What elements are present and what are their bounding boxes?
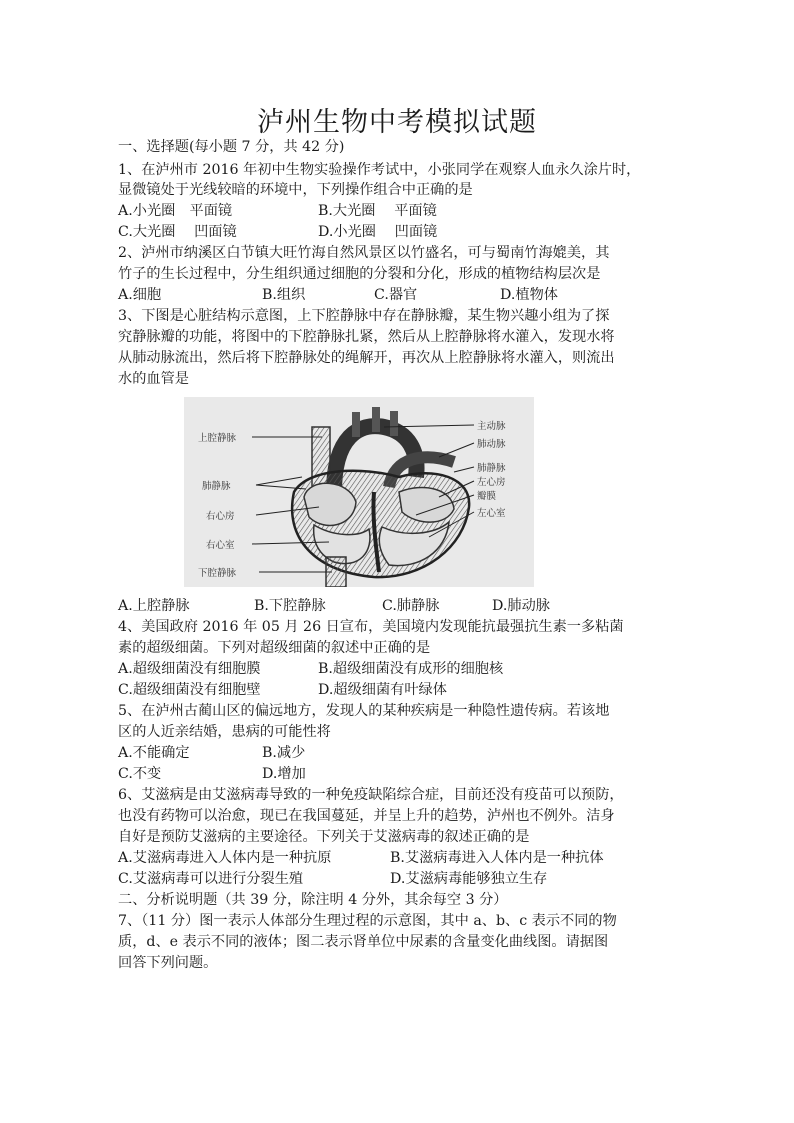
question-3-text: 3、下图是心脏结构示意图，上下腔静脉中存在静脉瓣，某生物兴趣小组为了探 <box>118 308 610 324</box>
q2-option-d: D.植物体 <box>500 287 558 303</box>
question-7-text: 回答下列问题。 <box>118 955 218 971</box>
q2-option-b: B.组织 <box>262 287 306 303</box>
figure-label-left: 肺静脉 <box>202 481 231 492</box>
q6-option-d: D.艾滋病毒能够独立生存 <box>390 871 548 887</box>
question-6-text: 6、艾滋病是由艾滋病毒导致的一种免疫缺陷综合症，目前还没有疫苗可以预防， <box>118 787 624 803</box>
q4-option-b: B.超级细菌没有成形的细胞核 <box>318 661 504 677</box>
page-title: 泸州生物中考模拟试题 <box>257 107 537 138</box>
section-heading-analysis: 二、分析说明题（共 39 分，除注明 4 分外，其余每空 3 分） <box>118 892 508 908</box>
figure-label-left: 右心室 <box>206 540 235 551</box>
question-4-text: 4、美国政府 2016 年 05 月 26 日宣布，美国境内发现能抗最强抗生素一多粘菌 <box>118 619 624 635</box>
q6-option-a: A.艾滋病毒进入人体内是一种抗原 <box>118 850 332 866</box>
q2-option-a: A.细胞 <box>118 287 162 303</box>
question-6-text: 自好是预防艾滋病的主要途径。下列关于艾滋病毒的叙述正确的是 <box>118 829 530 845</box>
q4-option-d: D.超级细菌有叶绿体 <box>318 682 447 698</box>
question-3-text: 究静脉瓣的功能，将图中的下腔静脉扎紧，然后从上腔静脉将水灌入，发现水将 <box>118 329 615 345</box>
question-3-text: 从肺动脉流出，然后将下腔静脉处的绳解开，再次从上腔静脉将水灌入，则流出 <box>118 350 615 366</box>
q2-option-c: C.器官 <box>374 287 418 303</box>
figure-label-right: 主动脉 <box>477 421 506 432</box>
question-3-text: 水的血管是 <box>118 371 189 387</box>
q4-option-a: A.超级细菌没有细胞膜 <box>118 661 261 677</box>
question-6-text: 也没有药物可以治愈，现已在我国蔓延，并呈上升的趋势，泸州也不例外。洁身 <box>118 808 615 824</box>
q5-option-a: A.不能确定 <box>118 745 190 761</box>
figure-label-right: 瓣膜 <box>477 491 497 502</box>
figure-label-right: 左心房 <box>477 477 506 488</box>
question-7-text: 7、（11 分）图一表示人体部分生理过程的示意图，其中 a、b、c 表示不同的物 <box>118 913 617 929</box>
q3-option-b: B.下腔静脉 <box>254 598 326 614</box>
section-heading-choice: 一、选择题(每小题 7 分，共 42 分) <box>118 139 345 155</box>
figure-label-right: 肺静脉 <box>477 463 506 474</box>
q1-option-b: B.大光圈 平面镜 <box>318 203 437 219</box>
q6-option-b: B.艾滋病毒进入人体内是一种抗体 <box>390 850 604 866</box>
figure-label-left: 下腔静脉 <box>198 568 237 579</box>
q3-option-d: D.肺动脉 <box>492 598 550 614</box>
figure-label-left: 右心房 <box>206 511 235 522</box>
figure-label-left: 上腔静脉 <box>198 433 237 444</box>
question-5-text: 5、在泸州古蔺山区的偏远地方，发现人的某种疾病是一种隐性遗传病。若该地 <box>118 703 610 719</box>
q5-option-d: D.增加 <box>262 766 306 782</box>
heart-diagram <box>184 397 534 587</box>
question-4-text: 素的超级细菌。下列对超级细菌的叙述中正确的是 <box>118 640 431 656</box>
q1-option-c: C.大光圈 凹面镜 <box>118 224 237 240</box>
figure-label-right: 肺动脉 <box>477 439 506 450</box>
question-2-text: 2、泸州市纳溪区白节镇大旺竹海自然风景区以竹盛名，可与蜀南竹海媲美，其 <box>118 245 610 261</box>
q1-option-d: D.小光圈 凹面镜 <box>318 224 438 240</box>
question-1-text: 显微镜处于光线较暗的环境中，下列操作组合中正确的是 <box>118 182 473 198</box>
question-5-text: 区的人近亲结婚，患病的可能性将 <box>118 724 331 740</box>
q3-option-c: C.肺静脉 <box>382 598 440 614</box>
figure-label-right: 左心室 <box>477 508 506 519</box>
question-7-text: 质，d、e 表示不同的液体；图二表示肾单位中尿素的含量变化曲线图。请据图 <box>118 934 609 950</box>
q5-option-c: C.不变 <box>118 766 162 782</box>
q6-option-c: C.艾滋病毒可以进行分裂生殖 <box>118 871 304 887</box>
q1-option-a: A.小光圈 平面镜 <box>118 203 233 219</box>
q4-option-c: C.超级细菌没有细胞壁 <box>118 682 261 698</box>
question-2-text: 竹子的生长过程中，分生组织通过细胞的分裂和分化，形成的植物结构层次是 <box>118 266 601 282</box>
q5-option-b: B.减少 <box>262 745 306 761</box>
q3-option-a: A.上腔静脉 <box>118 598 190 614</box>
question-1-text: 1、在泸州市 2016 年初中生物实验操作考试中，小张同学在观察人血永久涂片时， <box>118 162 641 178</box>
